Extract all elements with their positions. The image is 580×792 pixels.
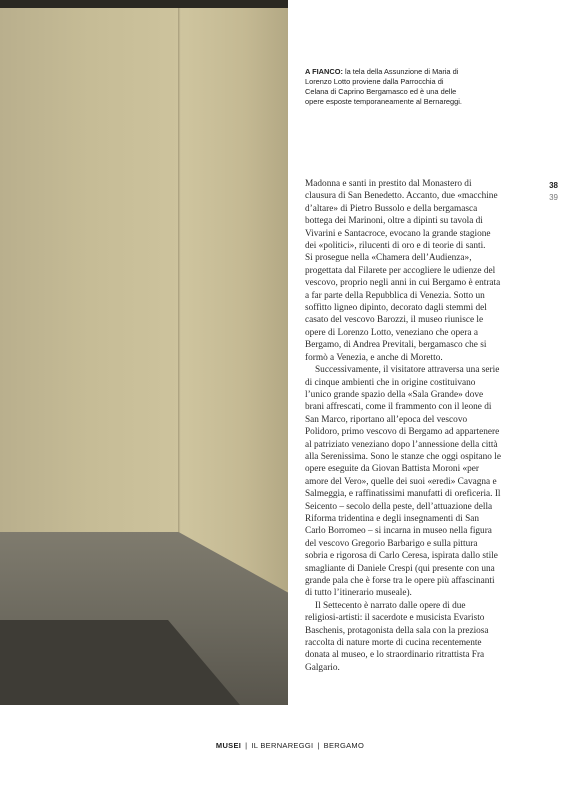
caption-text: la tela della Assunzione di Maria di Lorenzo Lotto proviene dalla Parrocchia di Celana di Caprino Bergamasco ed è una delle opere esposte temporaneamente al Bernareggi. <box>305 67 462 106</box>
body-paragraph: Successivamente, il visitatore attraversa una serie di cinque ambienti che in origine costituivano l’unico grande spazio della «Sala Grande» dove brani affrescati, come il frammento con il leone di San Marco, riportano all’epoca del vescovo Polidoro, primo vescovo di Bergamo ad appartenere al patriziato veneziano dopo l’annessione della città alla Serenissima. Sono le stanze che oggi ospitano le opere eseguite da Giovan Battista Moroni «per amore del Vero», quelle dei suoi «eredi» Cavagna e Salmeggia, e raffinatissimi manufatti di oreficeria. Il Seicento – secolo della peste, dell’attuazione della Riforma tridentina e degli insegnamenti di San Carlo Borromeo – si incarna in museo nella figura del vescovo Gregorio Barbarigo e sulla pittura sobria e rigorosa di Carlo Ceresa, ispirata dallo stile smagliante di Daniele Crespi (qui presente con una grande pala che è forse tra le opere più affascinanti di tutto l’itinerario museale). <box>305 365 501 599</box>
page-number-next: 39 <box>549 193 558 202</box>
museum-room-photo <box>0 0 288 705</box>
footer-separator: | <box>317 741 320 750</box>
footer-city: BERGAMO <box>323 741 365 750</box>
photo-wall-corner <box>178 0 181 545</box>
body-paragraph: Madonna e santi in prestito dal Monastero di clausura di San Benedetto. Accanto, due «macchine d’altare» di Pietro Bussolo e della bergamasca bottega dei Marinoni, oltre a dipinti su tavola di Vivarini e Santacroce, evocano la grande stagione dei «politici», rilucenti di oro e di teorie di santi. <box>305 179 498 252</box>
article-body <box>305 178 501 674</box>
footer-section: MUSEI <box>215 741 242 750</box>
page-numbers <box>528 180 558 204</box>
footer-separator: | <box>245 741 248 750</box>
photo-wall-right <box>180 0 288 590</box>
body-paragraph: Si prosegue nella «Chamera dell’Audienza», progettata dal Filarete per accogliere le udienze del vescovo, proprio negli anni in cui Bergamo è entrata a far parte della Repubblica di Venezia. Sotto un soffitto ligneo dipinto, decorato dagli stemmi del casato del vescovo Barozzi, il museo riunisce le opere di Lorenzo Lotto, veneziano che opera a Bergamo, di Andrea Previtali, bergamasco che si formò a Venezia, e anche di Moretto. <box>305 253 501 363</box>
body-paragraph: Il Settecento è narrato dalle opere di due religiosi-artisti: il sacerdote e musicista Evaristo Baschenis, protagonista della sala con la preziosa raccolta di nature morte di cucina recentemente donata al museo, e lo straordinario ritrattista Fra Galgario. <box>305 600 489 673</box>
footer-museum: IL BERNAREGGI <box>251 741 314 750</box>
photo-wall-left <box>0 0 180 540</box>
photo-ceiling <box>0 0 288 8</box>
caption-label: A FIANCO: <box>305 67 343 76</box>
page-footer <box>0 741 580 750</box>
page-number-current: 38 <box>549 181 558 190</box>
photo-caption <box>305 67 465 107</box>
